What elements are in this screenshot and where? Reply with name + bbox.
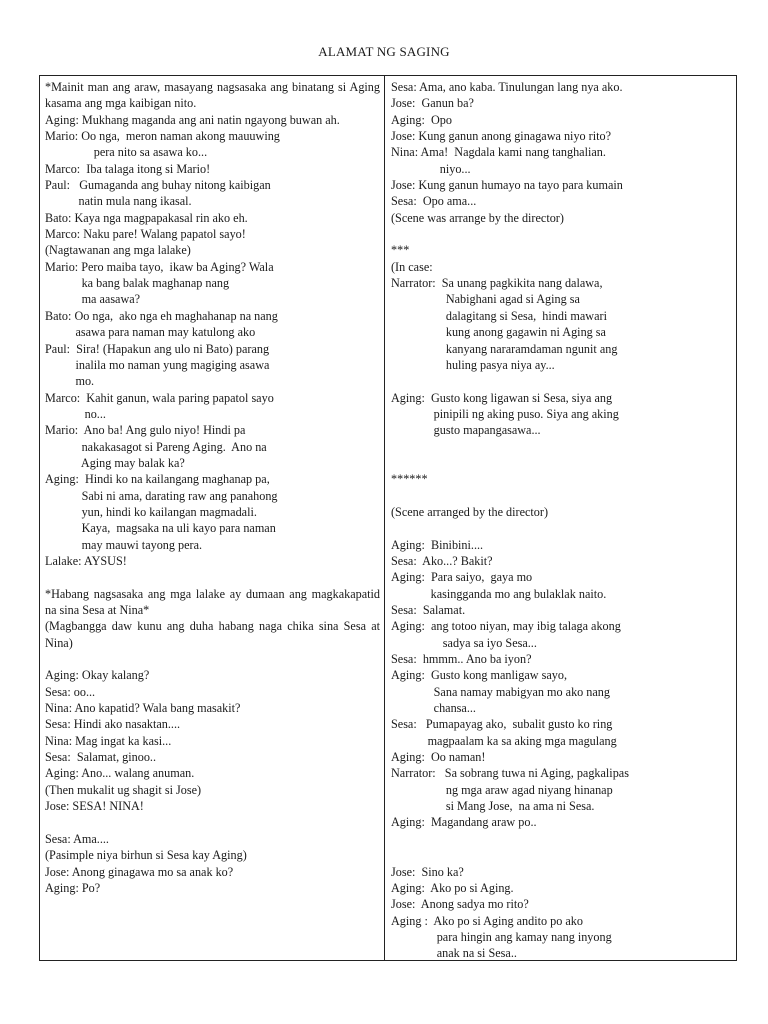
script-line: Mario: Pero maiba tayo, ikaw ba Aging? Wala <box>45 259 274 274</box>
script-line: Narrator: Sa unang pagkikita nang dalawa, <box>391 276 603 291</box>
script-table <box>39 75 737 961</box>
script-line: para hingin ang kamay nang inyong <box>391 929 612 944</box>
script-line: Aging: Mukhang maganda ang ani natin ngayong buwan ah. <box>45 112 340 127</box>
script-line: Jose: Anong sadya mo rito? <box>391 897 529 912</box>
script-line: Sabi ni ama, darating raw ang panahong <box>45 488 278 503</box>
script-line: yun, hindi ko kailangan magmadali. <box>45 504 257 519</box>
script-line: natin mula nang ikasal. <box>45 194 192 209</box>
script-line: Aging: Okay kalang? <box>45 668 150 683</box>
script-line: ma aasawa? <box>45 292 141 307</box>
script-line: ka bang balak maghanap nang <box>45 276 230 291</box>
script-line: Nabighani agad si Aging sa <box>391 292 580 307</box>
script-line: mo. <box>45 374 95 389</box>
script-line <box>45 651 380 667</box>
script-line: Sesa: Ako...? Bakit? <box>391 553 493 568</box>
script-line: nakakasagot si Pareng Aging. Ano na <box>45 439 267 454</box>
script-line: Jose: Ganun ba? <box>391 96 474 111</box>
script-line: Paul: Gumaganda ang buhay nitong kaibigan <box>45 178 271 193</box>
script-line: Lalake: AYSUS! <box>45 553 127 568</box>
script-line: Aging: Gusto kong manligaw sayo, <box>391 668 568 683</box>
script-line: may mauwi tayong pera. <box>45 537 203 552</box>
script-line: dalagitang si Sesa, hindi mawari <box>391 308 607 323</box>
script-line: Nina: Ama! Nagdala kami nang tanghalian. <box>391 145 606 160</box>
script-line: (Magbangga daw kunu ang duha habang naga chika sina Sesa at Nina) <box>45 619 380 650</box>
script-line: Marco: Iba talaga itong si Mario! <box>45 161 211 176</box>
script-line: inalila mo naman yung magiging asawa <box>45 357 270 372</box>
script-line: *Habang nagsasaka ang mga lalake ay dumaan ang magkakapatid na sina Sesa at Nina* <box>45 586 380 617</box>
script-line: Nina: Ano kapatid? Wala bang masakit? <box>45 701 241 716</box>
script-line: anak na si Sesa.. <box>391 946 517 960</box>
script-line <box>45 814 380 830</box>
script-line: Aging: Po? <box>45 880 101 895</box>
script-line: Aging: Gusto kong ligawan si Sesa, siya ang <box>391 390 613 405</box>
document-title: ALAMAT NG SAGING <box>318 44 450 59</box>
script-line: Aging: ang totoo niyan, may ibig talaga akong <box>391 619 621 634</box>
script-line: Sesa: Ama.... <box>45 831 109 846</box>
script-line: no... <box>45 406 106 421</box>
script-line: Sesa: Ama, ano kaba. Tinulungan lang nya ako. <box>391 80 623 94</box>
script-line: Aging: Ako po si Aging. <box>391 880 514 895</box>
script-line: gusto mapangasawa... <box>391 423 541 438</box>
script-line: Sesa: Salamat, ginoo.. <box>45 750 157 765</box>
script-line: (Pasimple niya birhun si Sesa kay Aging) <box>45 848 247 863</box>
script-line <box>391 439 732 455</box>
script-line: *** <box>391 243 410 258</box>
script-line: Aging: Binibini.... <box>391 537 484 552</box>
script-line: Marco: Kahit ganun, wala paring papatol sayo <box>45 390 274 405</box>
right-column <box>385 76 736 960</box>
script-line: Sesa: Opo ama... <box>391 194 477 209</box>
script-line: (Scene arranged by the director) <box>391 504 549 519</box>
script-line: (Scene was arrange by the director) <box>391 210 564 225</box>
script-line: sadya sa iyo Sesa... <box>391 635 537 650</box>
script-line: kanyang nararamdaman ngunit ang <box>391 341 618 356</box>
script-line: Paul: Sira! (Hapakun ang ulo ni Bato) parang <box>45 341 270 356</box>
script-line: ng mga araw agad niyang hinanap <box>391 782 613 797</box>
script-line: Sesa: Salamat. <box>391 603 466 617</box>
script-line: Marco: Naku pare! Walang papatol sayo! <box>45 227 246 242</box>
script-line: Narrator: Sa sobrang tuwa ni Aging, pagkalipas <box>391 766 629 781</box>
script-line: Bato: Kaya nga magpapakasal rin ako eh. <box>45 210 248 225</box>
script-line: Aging : Ako po si Aging andito po ako <box>391 913 583 928</box>
script-line: *Mainit man ang araw, masayang nagsasaka ang binatang si Aging kasama ang mga kaibigan nito. <box>45 80 380 111</box>
script-line <box>391 455 732 471</box>
script-line: Mario: Ano ba! Ang gulo niyo! Hindi pa <box>45 423 246 438</box>
script-line <box>391 373 732 389</box>
script-line: pinipili ng aking puso. Siya ang aking <box>391 406 619 421</box>
script-line <box>45 569 380 585</box>
script-line: Nina: Mag ingat ka kasi... <box>45 733 172 748</box>
script-line: Aging: Para saiyo, gaya mo <box>391 570 533 585</box>
script-line <box>391 226 732 242</box>
script-line: Sana namay mabigyan mo ako nang <box>391 684 610 699</box>
script-line: Aging may balak ka? <box>45 455 185 470</box>
script-line: (Then mukalit ug shagit si Jose) <box>45 782 202 797</box>
script-line: Jose: SESA! NINA! <box>45 799 144 814</box>
script-line: ****** <box>391 472 428 487</box>
script-line: Aging: Magandang araw po.. <box>391 815 537 830</box>
script-line <box>391 847 732 863</box>
script-line: Mario: Oo nga, meron naman akong mauuwing <box>45 129 280 144</box>
script-line: niyo... <box>391 161 471 176</box>
script-line: Sesa: Pumapayag ako, subalit gusto ko ring <box>391 717 613 732</box>
script-line <box>391 488 732 504</box>
script-line: Bato: Oo nga, ako nga eh maghahanap na nang <box>45 308 278 323</box>
script-line: Aging: Hindi ko na kailangang maghanap pa, <box>45 472 270 487</box>
script-line: Jose: Anong ginagawa mo sa anak ko? <box>45 864 234 879</box>
left-column <box>40 76 385 960</box>
script-line: chansa... <box>391 701 476 716</box>
script-line: asawa para naman may katulong ako <box>45 325 256 340</box>
script-line: (Nagtawanan ang mga lalake) <box>45 243 191 258</box>
script-line: Jose: Kung ganun anong ginagawa niyo rito? <box>391 129 612 144</box>
script-line <box>391 520 732 536</box>
script-line: Aging: Oo naman! <box>391 750 486 765</box>
script-line: huling pasya niya ay... <box>391 357 555 372</box>
script-line: kung anong gagawin ni Aging sa <box>391 325 606 340</box>
script-line: Jose: Kung ganun humayo na tayo para kumain <box>391 178 623 193</box>
script-line: Jose: Sino ka? <box>391 864 464 879</box>
script-line: kasingganda mo ang bulaklak naito. <box>391 586 607 601</box>
script-line: Sesa: Hindi ako nasaktan.... <box>45 717 181 732</box>
script-line: Sesa: oo... <box>45 684 96 699</box>
script-line: Aging: Opo <box>391 112 452 127</box>
script-line: magpaalam ka sa aking mga magulang <box>391 733 617 748</box>
script-line: pera nito sa asawa ko... <box>45 145 208 160</box>
script-line: si Mang Jose, na ama ni Sesa. <box>391 799 595 814</box>
script-line: Kaya, magsaka na uli kayo para naman <box>45 521 276 536</box>
script-line: Aging: Ano... walang anuman. <box>45 766 195 781</box>
script-line <box>391 831 732 847</box>
script-line: (In case: <box>391 259 433 274</box>
script-line: Sesa: hmmm.. Ano ba iyon? <box>391 652 532 667</box>
